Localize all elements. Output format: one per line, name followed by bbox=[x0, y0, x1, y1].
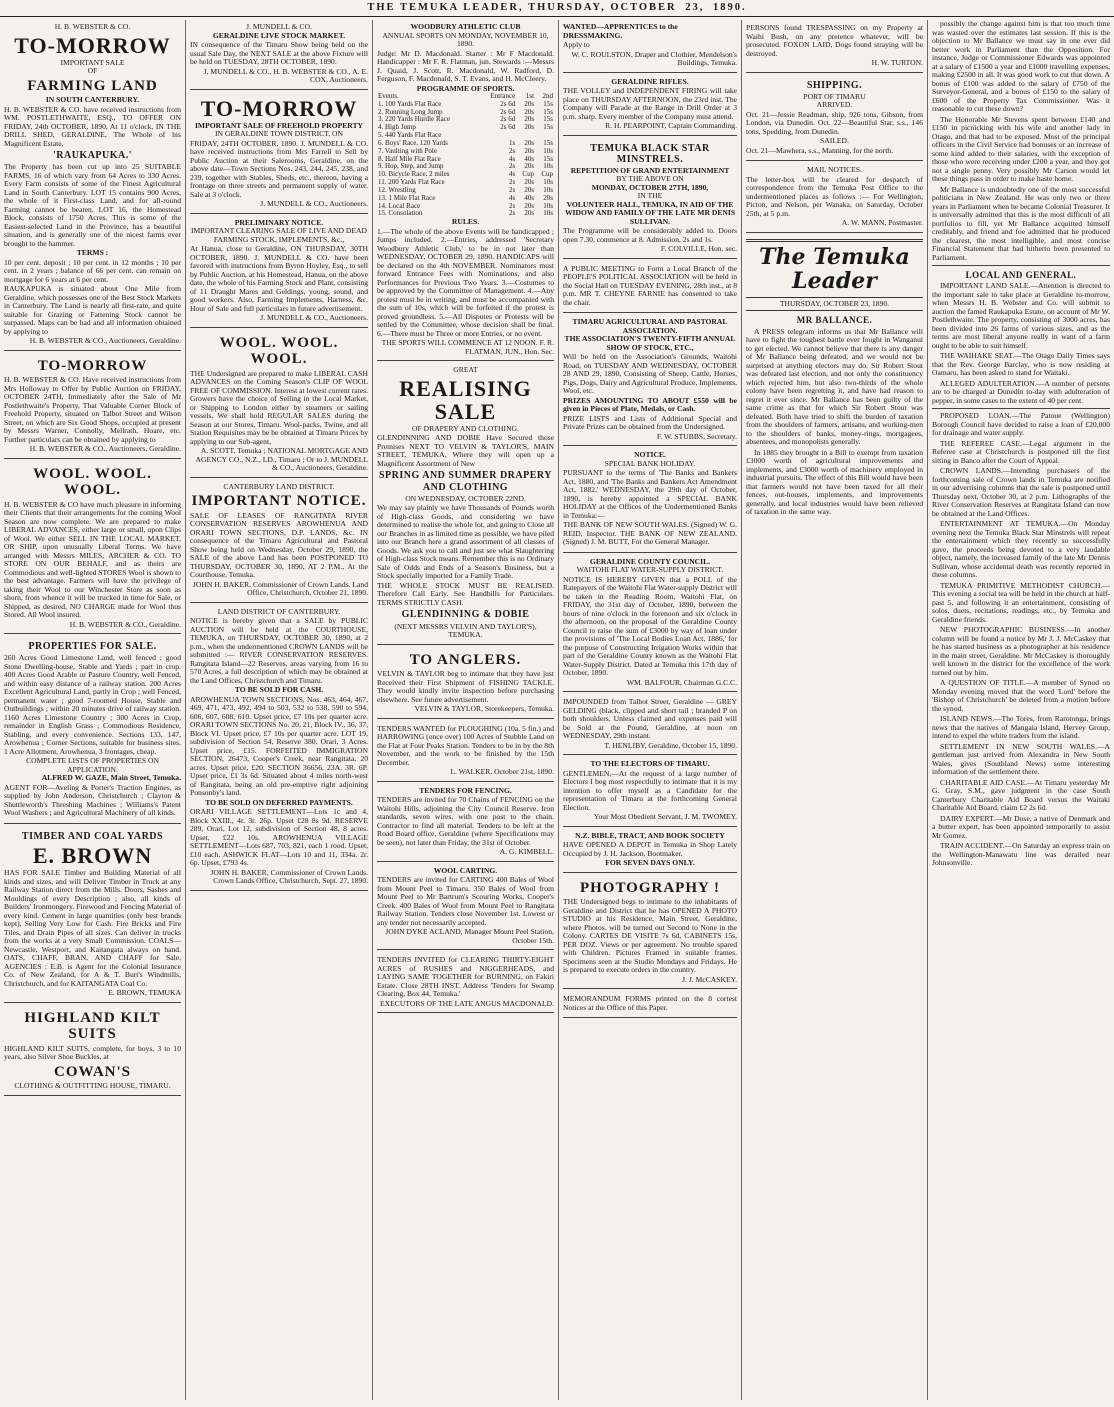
table-cell: 20s bbox=[524, 162, 535, 171]
news-item: THE REFEREE CASE.—Legal argument in the Referee case at Christchurch is postponed till the first sitting in Banco after the Court of Appeal. bbox=[932, 438, 1110, 465]
table-cell: 2s 6d bbox=[500, 107, 516, 116]
ad-signature: L. WALKER. October 21st, 1890. bbox=[450, 767, 554, 776]
mail-notices bbox=[746, 163, 923, 233]
ad-shop-name: GLENDINNING & DOBIE bbox=[401, 609, 530, 621]
ad-note: FOR SEVEN DAYS ONLY. bbox=[605, 858, 695, 868]
ad-timaru-show bbox=[563, 315, 737, 446]
ad-terms-body: 10 per cent. deposit ; 10 per cent. in 12 months ; 10 per cent. in 2 years ; balance of 66 per cent. can remain on mortgage for 6 years at 6 per cent. bbox=[4, 257, 181, 284]
article-paragraph: Mr Ballance is undoubtedly one of the most successful politicians in New Zealand. He was only two or three years in Parliament when he became Colonial Treasurer. It is universally admitted that this is the most difficult of all portfolios to fill, yet Mr Ballance acquitted himself creditably, and friend and foe admitted that he produced the clearest, the most intelligible, and most concise Financial Statement that had hitherto been presented to Parliament. bbox=[932, 184, 1110, 262]
news-item: SETTLEMENT IN NEW SOUTH WALES.—A gentleman just arrived from Alexandra in New South Wales, gives (Southland News) some interesting information of the settlement there. bbox=[932, 741, 1110, 777]
ad-subheadline: REPETITION OF GRAND ENTERTAINMENT bbox=[570, 165, 730, 175]
table-cell: 2s bbox=[508, 209, 516, 218]
article-title: MR BALLANCE. bbox=[796, 315, 873, 326]
ad-body: We may say plainly we have Thousands of Pounds worth of High-class Goods, and considering we have determined to realise the whole lot, and going to Close all our Branches in as limited time as possible, we have piled into our Branch here a grand assortment of all classes of Goods. We ask you to call and just see what Slaughtering of High-class Stock means. Remember this is no Ordinary Sale of Odds and Ends of a Season's Business, but a Stock specially imported for a Family Trade. bbox=[377, 503, 554, 581]
table-cell: 5. 440 Yards Flat Race bbox=[378, 131, 442, 140]
ad-note: COMPLETE LISTS OF PROPERTIES ON APPLICATION. bbox=[26, 756, 159, 774]
ad-headline: WOOL. WOOL. WOOL. bbox=[33, 465, 152, 499]
ad-bible-society bbox=[563, 829, 737, 873]
ad-geraldine-livestock bbox=[190, 20, 368, 90]
ad-signature: F. COLVILLE, Hon. sec. bbox=[660, 244, 737, 254]
ad-in: IN THE bbox=[637, 191, 663, 201]
table-cell: 2s bbox=[508, 201, 516, 210]
news-item: CROWN LANDS.—Intending purchasers of the forthcoming sale of Crown lands in Temuka are notified in our advertising columns that the sale is postponed until Thursday next, October 30, at 2 p.m. Lithographs of the River Conservation Reserves at Rangitata Island can now be obtained at the Land Offices. bbox=[932, 466, 1110, 518]
local-and-general bbox=[932, 270, 1110, 868]
table-cell: 2s bbox=[508, 146, 516, 155]
masthead-year: 1890. bbox=[713, 2, 747, 13]
ad-body: HAVE OPENED A DEPOT in Temuka in Shop Lately Occupied by J. H. Jackson, Bootmaker. bbox=[563, 840, 737, 858]
ad-holloway-sale bbox=[4, 353, 181, 459]
table-cell: 15s bbox=[543, 154, 553, 163]
ad-body: FRIDAY, 24TH OCTOBER, 1890. J. MUNDELL & CO. have received instructions from Mrs Farrell to Sell by Public Auction at their Salerooms, Geraldine, on the above date—Town Sections Nos. 243, 244, 245, 238, and 239, together with Stables, Sheds, etc., thereon, having a frontage on three streets and permanent supply of water. Sale at 3 o'clock. bbox=[190, 138, 368, 199]
ad-subheadline: ANNUAL SPORTS ON MONDAY, NOVEMBER 10, 1890. bbox=[382, 30, 549, 48]
ad-headline: N.Z. BIBLE, TRACT, AND BOOK SOCIETY bbox=[575, 830, 725, 840]
ad-to-anglers bbox=[377, 647, 554, 719]
sports-programme-table bbox=[377, 93, 554, 218]
ad-subheadline: TO BE SOLD ON DEFERRED PAYMENTS. bbox=[205, 797, 353, 807]
table-cell: 20s bbox=[543, 193, 553, 202]
ad-signature: A. G. KIMBELL. bbox=[499, 847, 554, 856]
ad-headline: PHOTOGRAPHY ! bbox=[579, 879, 721, 896]
news-item: PROPOSED LOAN.—The Patoue (Wellington) Borough Council have decided to raise a loan of £20,000 for drainage and water supply. bbox=[932, 411, 1110, 438]
arrived-label: ARRIVED. bbox=[816, 100, 853, 110]
ad-signature: W. C. ROULSTON, Draper and Clothier, Mendelson's Buildings, Temuka. bbox=[571, 49, 737, 67]
ad-headline-notice: IMPORTANT NOTICE. bbox=[191, 493, 367, 510]
ad-woodbury-sports bbox=[377, 20, 554, 361]
section-title: LOCAL AND GENERAL. bbox=[965, 270, 1077, 280]
ad-black-star-minstrels bbox=[563, 138, 737, 259]
table-cell: 10s bbox=[543, 178, 553, 187]
table-cell: 10. Bicycle Race, 2 miles bbox=[378, 170, 450, 179]
ad-geraldine-rifles bbox=[563, 75, 737, 136]
ad-venue: VOLUNTEER HALL, TEMUKA, IN AID OF THE WIDOW AND FAMILY OF THE LATE MR DENIS SULLIVAN. bbox=[564, 199, 736, 226]
ad-body: H. B. WEBSTER & CO have much pleasure in informing their Clients that their arrangements for the coming Wool Season are now complete. We are prepared to make LIBERAL ADVANCES, either large or small, upon Clips of Wool. We either SELL IN THE LOCAL MARKET, OR SHIP, upon unusually Liberal Terms. We have arranged with Messrs MILES, ARCHER & CO. TO STORE ON OUR BEHALF, and as theirs are Commodious and well-lighted STORES Wool is shown to the best advantage. Farmers will have the privilege of taking their Wool to our Winchester Store as soon as shorn, from whence it will be trucked in time for Sale, or Shipped, as desired, NO CHARGE made for Wool thus Stored. All Wool insured. bbox=[4, 499, 181, 620]
ad-headline: GERALDINE RIFLES. bbox=[611, 76, 689, 86]
news-item: ISLAND NEWS.—The Tores, from Rarotonga, brings news that the natives of Mangaia Island, Hervey Group, intend to expel the white traders from the island. bbox=[932, 714, 1110, 741]
ad-headline: TIMBER AND COAL YARDS bbox=[21, 830, 164, 842]
ad-body: THE Undersigned are prepared to make LIBERAL CASH ADVANCES on the Coming Season's CLIP OF WOOL FREE OF COMMISSION. Interest at lowest current rates. Growers have the choice of Selling in the Local Market, or Shipping to London either by steamers or sailing vessels. We shall hold REGULAR SALES during the Season at our Stores, Timaru. Wool-packs, Twine, and all Station Requisites may be be obtained at Timaru Prices by applying to our Sub-agent, bbox=[190, 368, 368, 446]
ad-body: TENDERS WANTED for PLOUGHING (10a. 5 fin.) and HARROWING (once over) 100 Acres of Stubble Land on the Flat at Four Peaks Station. Tenders to be in by the 8th November, and the work to be finished by the 15th December. bbox=[377, 723, 554, 767]
ad-headline: TO-MORROW bbox=[14, 32, 171, 58]
news-item: CHARITABLE AID CASE.—At Timaru yesterday Mr G. Gray, S.M., gave judgment in the case South Canterbury Charitable Aid Board versus the Waitaki Charitable Aid Board, claim £2 2s 6d. bbox=[932, 777, 1110, 813]
news-item: NEW PHOTOGRAPHIC BUSINESS.—In another column will be found a notice by Mr J. J. McCaskey that he has started business as a photographer at his residence in the main street, Geraldine. Mr McCaskey is thoroughly well known in the district for the excellence of the work turned out by him. bbox=[932, 625, 1110, 677]
column-2 bbox=[185, 20, 372, 1400]
mail-body: The letter-box will be cleared for despatch of correspondence from the Temuka Post Office to the undermentioned places as follows :— For Wellington, Picton, and Nelson, per Wanaka, on Saturday, October 25th, at 5 p.m. bbox=[746, 174, 923, 218]
table-cell: 3. 220 Yards Hurdle Race bbox=[378, 115, 450, 124]
ad-signature: A. SCOTT, Temuka ; NATIONAL MORTGAGE AND AGENCY CO., N.Z., LD., Timaru ; Or to J. MUNDELL & CO., Auctioneers, Geraldine. bbox=[195, 446, 368, 473]
ad-body: Judge: Mr D. Macdonald. Starter : Mr F Macdonald. Handicapper : Mr F. R. Flatman, jun. Stewards :—Messrs J. Quaid, J. Scott, R. Macdonald, W. Radford, D. Ferguson, F. Macdonald, S. T. Evans, and H. McCleery. bbox=[377, 48, 554, 83]
ad-clearing-sale bbox=[190, 216, 368, 328]
ad-subheadline: SPECIAL BANK HOLIDAY. bbox=[604, 458, 696, 468]
column-5 bbox=[741, 20, 927, 1400]
ad-headline-spring: SPRING AND SUMMER DRAPERY AND CLOTHING bbox=[379, 470, 552, 493]
table-cell: 11. 200 Yards Flat Race bbox=[378, 178, 445, 187]
ad-subheadline: THE ASSOCIATION'S TWENTY-FIFTH ANNUAL SHOW OF STOCK, ETC., bbox=[564, 334, 736, 352]
table-header: 2nd bbox=[542, 92, 553, 100]
ad-body: H. B. WEBSTER & CO. Have received instructions from Mrs Holloway to Offer by Public Auction on FRIDAY, OCTOBER 24TH, Immediately after the Sale of Mr Postlethwaite's Property, That Valuable Corner Block of Freehold Property, situated on Talbot Street and Wilson Street, on which are Six Good Shops, occupied at present by Messrs Warner, Connolly, Mellrath, Hoare, etc. Further particulars can be obtained by applying to bbox=[4, 375, 181, 444]
ad-headline: CANTERBURY LAND DISTRICT. bbox=[223, 481, 335, 491]
ad-headline: TO-MORROW bbox=[200, 95, 358, 121]
ad-body: VELVIN & TAYLOR beg to intimate that they have just Received their First Shipment of FISHING TACKLE. They would kindly invite inspection before purchasing elsewhere. See future advertisement. bbox=[377, 669, 554, 704]
ad-subheadline: IMPORTANT CLEARING SALE OF LIVE AND DEAD FARMING STOCK, IMPLEMENTS, &c., bbox=[191, 226, 367, 244]
ad-body: RAUKAPUKA is situated about One Mile from Geraldine, which possesses one of the Best Stock Markets in Canterbury. The Land is nearly all first-rate, and quite suitable for Grazing or Fattening Stock cannot be surpassed. Maps can be had and all information obtained by applying to bbox=[4, 284, 181, 336]
ad-subheadline: OF DRAPERY AND CLOTHING. bbox=[412, 423, 519, 433]
ad-body: TENDERS are invited for 70 Chains of FENCING on the Waitohi Hills, adjoining the City Council Reserve. Iron standards, seven wires, with one post to the chain. Contractor to find all material. Tenders to be left at the Road Board office, Geraldine (where Specifications may be seen), not later than Friday, the 31st of October. bbox=[377, 795, 554, 847]
ad-signature: ALFRED W. GAZE, Main Street, Temuka. bbox=[41, 773, 181, 783]
masthead bbox=[0, 0, 1114, 17]
ad-signature: E. BROWN, TEMUKA bbox=[108, 988, 181, 998]
ad-kilt-suits bbox=[4, 1005, 181, 1096]
article-paragraph: The Honorable Mr Stevens spent between £140 and £150 in picnicking with his wife and another lady in Otago, and that had to be exposed. Most of the principal officers in the Civil Service had bonuses or an increase of some kind added to their salaries, with the exception of those who were receiving under £200 a year, and they got not a single penny. Very possibly Mr Carson would let these things pass in order to make haste home. bbox=[932, 114, 1110, 183]
ad-memorandum-forms bbox=[563, 991, 737, 1018]
ad-headline: GERALDINE LIVE STOCK MARKET. bbox=[212, 30, 346, 40]
column-1 bbox=[0, 20, 185, 1400]
ad-body: PRIZE LISTS and Lists of Additional Special and Private Prizes can be obtained from the Undersigned. bbox=[563, 413, 737, 432]
ad-public-meeting bbox=[563, 261, 737, 314]
table-cell: 13. 1 Mile Flat Race bbox=[378, 193, 436, 202]
news-item: A QUESTION OF TITLE.—A member of Synod on Monday evening moved that the word 'Lord' before the 'Bishop of Christchurch' be deleted from a motion before the synod. bbox=[932, 678, 1110, 713]
table-cell: 15s bbox=[543, 138, 553, 147]
ad-rules-title: RULES. bbox=[451, 217, 480, 227]
table-cell: 20s bbox=[524, 115, 535, 124]
table-cell: 20s bbox=[524, 209, 535, 218]
ad-body: IN consequence of the Timaru Show being held on the usual Sale Day, the NEXT SALE at the above Fixture will be held on TUESDAY, 28TH OCTOBER, 1890. bbox=[190, 40, 368, 66]
ad-body: 1.—The whole of the above Events will be handicapped ; Jumps included. 2.—Entries, addressed 'Secretary Woodbury Athletic Club,' to be in not later than WEDNESDAY, OCTOBER 29, 1890. HANDICAPS will be declared on the 4th NOVEMBER. Nominators must forward Entrance Fees with Nominations, and also Performances for Previous Two Years. 3.—Costumes to be approved by the Committee of Management. 4.—Any protest must be in writing, and must be accompanied with the sum of 10s, which will be forfeited if the protest is proved groundless. 5.—All Disputes or Protests will be settled by the Committee, whose decision shall be final. 6.—There must be Three or more Entries, or no event. bbox=[377, 226, 554, 338]
table-cell: 10s bbox=[543, 185, 553, 194]
ad-trespassing bbox=[746, 20, 923, 73]
ad-by: BY THE ABOVE ON bbox=[616, 174, 684, 184]
ad-signature: VELVIN & TAYLOR, Storekeepers, Temuka. bbox=[414, 704, 554, 713]
table-cell: 20s bbox=[524, 146, 535, 155]
ad-subheadline: WAITOHI FLAT WATER-SUPPLY DISTRICT. bbox=[576, 565, 724, 575]
table-cell: 14. Local Race bbox=[378, 201, 421, 210]
table-cell: 2s 6d bbox=[500, 99, 516, 108]
ad-headline: WANTED—APPRENTICES to the DRESSMAKING. bbox=[563, 22, 678, 40]
table-cell: 15s bbox=[543, 123, 553, 132]
ad-timber-coal bbox=[4, 826, 181, 1003]
ad-apprentices bbox=[563, 20, 737, 73]
ad-county-council bbox=[563, 555, 737, 693]
ad-headline: TO ANGLERS. bbox=[409, 651, 522, 668]
ad-body: The Programme will be considerably added to. Doors open 7.30, commence at 8. Admission, 2s and 1s. bbox=[563, 226, 737, 244]
table-cell: 20s bbox=[524, 201, 535, 210]
ad-shop-sub: (NEXT MESSRS VELVIN AND TAYLOR'S), TEMUKA. bbox=[394, 621, 537, 639]
ad-body: NOTICE IS HEREBY GIVEN that a POLL of the Ratepayers of the Waitohi Flat Water-supply District will be taken in the Reading Room, Waitohi Flat, on FRIDAY, the 31st day of October, 1890, between the hours of nine o'clock in the forenoon and six o'clock in the afternoon, on the proposal of the Geraldine County Council to raise the sum of £3000 by way of loan under the provisions of 'The Local Bodies Loan Act, 1886,' for the purpose of Constructing Irrigation Works within that part of the Geraldine County known as the Waitohi Flat Water-Supply District. Dated at Temuka this 17th day of October, 1890. bbox=[563, 574, 737, 678]
section-title: SHIPPING. bbox=[806, 79, 863, 91]
shipping-body: Oct. 21—Mawhera, s.s., Manning, for the north. bbox=[746, 145, 893, 155]
ad-signature: J. MUNDELL & CO., H. B. WEBSTER & CO., A. E. COX, Auctioneers. bbox=[203, 66, 368, 84]
ad-wool-mundell bbox=[190, 330, 368, 478]
ad-headline: WOOL. WOOL. WOOL. bbox=[219, 334, 339, 368]
ad-body: THE BANK OF NEW SOUTH WALES. (Signed) W. G. REID, Inspector. THE BANK OF NEW ZEALAND. (Signed) J. M. BUTT, For the General Manager. bbox=[563, 520, 737, 547]
ad-headline: TEMUKA BLACK STAR MINSTRELS. bbox=[590, 142, 710, 165]
ad-headline: NOTICE. bbox=[634, 450, 666, 460]
ad-freehold-sale bbox=[190, 92, 368, 214]
ad-signature: R. H. PEARPOINT, Captain Commanding. bbox=[605, 121, 737, 130]
ad-body: PURSUANT to the terms of 'The Banks and Bankers Act, 1880, and 'The Banks and Bankers Act Amendment Act, 1882,' WEDNESDAY, the 29th day of October, 1890, is hereby appointed a SPECIAL BANK HOLIDAY at the Offices of the Undermentioned Banks in Temuka:— bbox=[563, 468, 737, 520]
news-item: DAIRY EXPERT.—Mr Dose, a native of Denmark and a butter expert, has been appointed temporarily to assist Mr Gomez. bbox=[932, 813, 1110, 840]
ad-body: HIGHLAND KILT SUITS, complete, for boys, 3 to 10 years, also Silver Shoe Buckles, at bbox=[4, 1043, 181, 1062]
table-cell: 4. High Jump bbox=[378, 123, 416, 132]
ad-body: AGENT FOR—Aveling & Porter's Traction Engines, as supplied by John Anderson, Christchurch ; Clayton & Shuttleworth's Threshing Machines ; Williams's Patent Wool Washers ; and Agricultural Machinery of all kinds. bbox=[4, 782, 181, 818]
ad-place: IN GERALDINE TOWN DISTRICT, ON bbox=[214, 129, 344, 139]
ad-place: IN SOUTH CANTERBURY. bbox=[45, 95, 140, 105]
ad-headline: WOOL CARTING. bbox=[433, 865, 498, 875]
ad-signature: H. W. TURTON. bbox=[871, 58, 923, 67]
ad-body: THE VOLLEY and INDEPENDENT FIRING will take place on THURSDAY AFTERNOON, the 23rd inst. The Company will Parade at the Range in Drill Order at 3 p.m. sharp. Every member of the Company must attend. bbox=[563, 86, 737, 121]
table-cell: 20s bbox=[524, 185, 535, 194]
table-cell: 8. Half Mile Flat Race bbox=[378, 154, 441, 163]
ad-fencing-tenders bbox=[377, 784, 554, 862]
table-cell: 15. Consolation bbox=[378, 209, 423, 218]
table-cell: 2s bbox=[508, 162, 516, 171]
ad-headline-farming: FARMING LAND bbox=[27, 77, 158, 94]
ad-headline: TIMARU AGRICULTURAL AND PASTORAL ASSOCIATION. bbox=[572, 317, 728, 335]
mail-signature: A. W. MANN, Postmaster. bbox=[841, 218, 923, 228]
sailed-label: SAILED. bbox=[820, 136, 849, 146]
column-4 bbox=[558, 20, 741, 1400]
ad-signature: H. B. WEBSTER & CO., Auctioneers, Geraldine. bbox=[29, 336, 181, 346]
ad-body: H. B. WEBSTER & CO. have received instructions from WM. POSTLETHWAITE, ESQ., TO OFFER ON FRIDAY, 24th OCTOBER, 1890, At 11 o'clock, IN THE DRILL SHED, GERALDINE, The Whole of his Magnificent Estate, bbox=[4, 104, 181, 148]
article-paragraph: In 1885 they brought in a Bill to exempt from taxation £3000 worth of agricultural improvements and implements, and £3000 worth of machinery employed in industrial pursuits. The effect of this Bill would have been that farmers would not have been taxed for all their fences, out-houses, implements, and improvements generally, and local industries would have been relieved of taxation in the same way. bbox=[746, 447, 923, 517]
table-cell: 15s bbox=[543, 99, 553, 108]
ad-great: GREAT bbox=[453, 365, 478, 375]
table-header: Events. bbox=[378, 92, 399, 100]
table-cell: 40s bbox=[524, 154, 535, 163]
ad-headline: REALISING SALE bbox=[399, 375, 532, 424]
table-cell: 4s bbox=[508, 170, 516, 179]
ad-headline: WOODBURY ATHLETIC CLUB bbox=[410, 22, 521, 31]
ad-land-district bbox=[190, 605, 368, 891]
ad-body: Will be held on the Association's Grounds, Waitohi Road, on TUESDAY AND WEDNESDAY, OCTOBER 28 AND 29, 1890, Consisting of Sheep, Cattle, Horses, Pigs, Dogs, Dairy and Agricultural Produce, Implements, Wool, etc. bbox=[563, 352, 737, 396]
table-cell: 10s bbox=[543, 209, 553, 218]
ad-estate-name: 'RAUKAPUKA.' bbox=[52, 150, 133, 162]
ad-headline: PROPERTIES FOR SALE. bbox=[28, 641, 157, 653]
ad-signature: Your Most Obedient Servant, J. M. TWOMEY. bbox=[593, 812, 737, 822]
ad-signature: J. MUNDELL & CO., Auctioneers. bbox=[260, 199, 368, 209]
ad-headline: TO THE ELECTORS OF TIMARU. bbox=[590, 759, 710, 769]
news-item: TRAIN ACCIDENT.—On Saturday an express train on the Wellington-Manawatu line was derailed near Johnsonville. bbox=[932, 841, 1110, 868]
table-cell: 40s bbox=[524, 193, 535, 202]
table-cell: 20s bbox=[524, 138, 535, 147]
ad-body: GLENDINNING AND DOBIE Have Secured those Premises NEXT TO VELVIN & TAYLOR'S, MAIN STREET, TEMUKA, Where they will open up a Magnificent Assortment of New bbox=[377, 433, 554, 468]
ad-signature: JOHN H. BAKER, Commissioner of Crown Lands. Crown Lands Office, Christchurch, Sept. 27, 1890. bbox=[210, 867, 368, 886]
table-header: 1st bbox=[525, 92, 535, 100]
table-cell: 4s bbox=[508, 154, 516, 163]
ad-body: At Hanua, close to Geraldine, ON THURSDAY, 30TH OCTOBER, 1890. J. MUNDELL & CO. have been favored with instructions from Byron Hoyley, Esq., to sell by Public Auction, at his Homestead, Hanua, on the above date, the whole of his Farming Stock and Plant, consisting of 11 Draught Mares and Geldings, young, sound, and good workers. Also, Farming Implements, Harness, &c. Hour of Sale and full particulars in future advertisement. bbox=[190, 244, 368, 313]
ad-signature: H. B. WEBSTER & CO., Auctioneers, Geraldine. bbox=[29, 444, 181, 454]
ad-body: SALE OF LEASES OF RANGITATA RIVER CONSERVATION RESERVES AROWHENUA AND ORARI TOWN SECTIONS, D.P. LANDS, &c. IN consequence of the Timaru Agricultural and Pastoral Show being held on Wednesday, October 29, 1890, the SALE of the above Land has been POSTPONED TO THURSDAY, OCTOBER 30, 1890, AT 2 P.M., At the Courthouse, Temuka. bbox=[190, 510, 368, 580]
ad-signature: T. HENLIBY, Geraldine, October 15, 1890. bbox=[604, 740, 737, 750]
ad-electors bbox=[563, 757, 737, 827]
ad-body: MEMORANDUM FORMS printed on the 8 cortest Notices at the Office of this Paper. bbox=[563, 994, 737, 1012]
ad-rush-clearing bbox=[377, 952, 554, 1013]
ad-headline: TENDERS FOR FENCING. bbox=[419, 785, 512, 795]
ad-terms-title: TERMS : bbox=[76, 248, 109, 258]
ad-signature: JOHN H. BAKER, Commissioner of Crown Lands. Land Office, Christchurch, October 21, 1890. bbox=[192, 579, 368, 598]
ad-wool-carting bbox=[377, 864, 554, 951]
ad-subheadline: IMPORTANT SALE bbox=[60, 57, 125, 67]
masthead-paper: THE TEMUKA LEADER, THURSDAY, OCTOBER bbox=[367, 2, 677, 13]
ad-signature: J. MUNDELL & CO., Auctioneers. bbox=[260, 313, 368, 323]
ad-headline: HIGHLAND KILT SUITS bbox=[24, 1009, 161, 1043]
news-item: THE WAIHAKE SEAT.—The Otago Daily Times says that the Rev. George Barclay, who is now residing at Oamaru, has been asked to stand for Waitaki. bbox=[932, 351, 1110, 378]
masthead-day: 23, bbox=[685, 2, 705, 13]
table-cell: 10s bbox=[543, 162, 553, 171]
ad-signature: JOHN DYKE ACLAND, Manager Mount Peel Station, October 15th. bbox=[385, 927, 554, 945]
ad-headline: GERALDINE COUNTY COUNCIL. bbox=[589, 556, 711, 566]
ad-ploughing-tenders bbox=[377, 721, 554, 782]
ad-raukapuka-sale bbox=[4, 20, 181, 351]
table-cell: 7. Vaulting with Pole bbox=[378, 146, 437, 155]
ad-body: TENDERS are invited for CARTING 400 Bales of Wool from Mount Peel to Timaru. 350 Bales of Wool from Mount Peel to Mr Bartrum's Scouring Works, Cooper's Creek. 400 Bales of Wool from Mount Peel to Rangitata Railway Station. Tenders close November 1st. Lowest or any tender not necessarily accepted. bbox=[377, 875, 554, 927]
ad-firm: J. MUNDELL & CO. bbox=[246, 22, 312, 31]
table-cell: 20s bbox=[524, 178, 535, 187]
ad-wool-webster bbox=[4, 461, 181, 635]
shipping-body: Oct. 21—Jessie Readman, ship, 926 tons, Gibson, from London, via Dunedin. Oct. 22—Beautiful Star, s.s., 146 tons, Spedding, from Dunedin. bbox=[746, 109, 923, 136]
ad-body: ORARI VILLAGE SETTLEMENT—Lots 1c and 4, Block XXIII., 4r. 3r. 26p. Upset £28 8s 9d. RESERVE 289, Orari, Lot 12, subdivision of Section 48, 8 acres. Upset, £22 10s. AROWHENUA VILLAGE SETTLEMENT—Lots 687, 703, 821, each 1 rood. Upset, £10 each. ASHWICK FLAT—Lots 10 and 11, 334a. 2r. 6p. Upset, £793 4s. bbox=[190, 807, 368, 868]
ad-body: HAS FOR SALE Timber and Building Material of all kinds and sizes, and will Deliver Timber in Truck at any Railway Station direct from the Mills. Doors, Sashes and Mouldings of every Description ; also, all kinds of Builders' Ironmongery. Firewood and Fencing Material of every kind. Cement in large quantities (only best brands kept), Selling Very Low for Cash. Fire Bricks and Fire Tiles, and Drain Pipes of all sizes. Can deliver in trucks from the works at a very Small Commission. COALS—Newcastle, Westport, and Kaitangata always on hand. OATS, CHAFF, BRAN, AND CHAFF for Sale. AGENCIES : E.B. is Agent for the Colonial Insurance Co. of New Zealand, for A & T. Burt's Windmills, Christchurch, and for KAITANGATA Coal Co. bbox=[4, 868, 181, 988]
editorial-article bbox=[746, 315, 923, 516]
section-title: MAIL NOTICES. bbox=[807, 165, 862, 175]
table-cell: 1. 100 Yards Flat Race bbox=[378, 99, 442, 108]
table-cell: 20s bbox=[524, 107, 535, 116]
ad-important-notice bbox=[190, 480, 368, 603]
table-cell: Cup bbox=[522, 170, 535, 179]
ad-headline: LAND DISTRICT OF CANTERBURY. bbox=[217, 606, 341, 616]
news-item: TEMUKA PRIMITIVE METHODIST CHURCH.—This evening a social tea will be held in the church at half-past 5, and following it an entertainment, consisting of solos, duets, recitations, readings, etc., by Temuka and Geraldine friends. bbox=[932, 580, 1110, 624]
table-cell: 15s bbox=[543, 115, 553, 124]
ad-subheadline: IMPORTANT SALE OF FREEHOLD PROPERTY bbox=[194, 120, 364, 130]
table-cell: 2s bbox=[508, 185, 516, 194]
ad-body: The Property has been cut up into 25 SUITABLE FARMS, 16 of which vary from 64 Acres to 330 Acres. Every Farm consists of some of the Finest Agricultural Land in South Canterbury. LOT 15 contains 900 Acres, the whole of it First-class Land, and for all-round Farming cannot be beaten. LOT 16, the Homestead Block, consists of 1750 Acres. This is some of the Easiest-selected Land in the Province, has a beautiful situation, and is generally one of the nicest farms ever brought to the hammer. bbox=[4, 162, 181, 248]
ad-body: A PUBLIC MEETING to Form a Local Branch of the PEOPLE'S POLITICAL ASSOCIATION will be held in the Social Hall on TUESDAY EVENING, 28th inst., at 8 p.m. MR T. CHEYNE FARNIE has consented to take the chair. bbox=[563, 263, 737, 307]
table-cell: 10s bbox=[543, 201, 553, 210]
ad-signature: THE SPORTS WILL COMMENCE AT 12 NOON. F. R. FLATMAN, JUN., Hon. Sec. bbox=[381, 338, 554, 356]
ad-signature: F. W. STUBBS, Secretary. bbox=[656, 431, 737, 441]
ad-body: THE Undersigned begs to intimate to the inhabitants of Geraldine and District that he has OPENED A PHOTO STUDIO at his Residence, Main Street, Geraldine, where Photos. will be turned out Second to None in the Colony. CARTES DE VISITE 7s 6d, CABINETS 15s, PER DOZ. Views or per agreement. No trouble spared with Children. Pictures Framed in suitable frames. Specimens seen at the Studio Mondays and Fridays. He is prepared to execute orders in the country. bbox=[563, 897, 737, 975]
table-cell: 12. Wrestling bbox=[378, 185, 416, 194]
ad-body: GENTLEMEN,—At the request of a large number of Electors I beg most respectfully to intimate that it is my intention to offer myself as a Candidate for the representation of Timaru at the forthcoming General Election. bbox=[563, 768, 737, 812]
news-item: IMPORTANT LAND SALE.—Attention is directed to the important sale to take place at Geraldine to-morrow, when Messrs H. B. Webster and Co. will submit to auction the famed Raukapuka Estate, on account of Mr W. Postlethwaite. The property, consisting of 3000 acres, has been divided into 26 farms of various sizes, and as the terms are most liberal anyone really in want of a farm ought to be able to suit himself. bbox=[932, 281, 1110, 350]
ad-properties-for-sale bbox=[4, 636, 181, 824]
column-3 bbox=[372, 20, 558, 1400]
ad-shop-sub: CLOTHING & OUTFITTING HOUSE, TIMARU. bbox=[14, 1081, 171, 1091]
table-cell: 10s bbox=[543, 146, 553, 155]
table-cell: 2s 6d bbox=[500, 115, 516, 124]
table-cell: Cup bbox=[541, 170, 553, 179]
table-cell: 2. Running Long Jump bbox=[378, 107, 443, 116]
news-item: ALLEGED ADULTERATION.—A number of persons are to be charged at Dunedin to-day with adulteration of pepper, in some cases to the extent of 40 per cent. bbox=[932, 378, 1110, 405]
article-paragraph: possibly the change against him is that too much time was wasted over the estimates last session. If this is the objection to Mr Ballance we must say in one ever did better work in Parliament than the Opposition. For instance, Judge or Commissioner Edwards was appointed at a salary of £1500 a year and £1000 travelling expenses, making £2500 in all. It was good work to cut that down. A bonus of £100 was added to the salary of £750 of the Surveyor-General, and a bonus of £150 to the salary of £600 of the Property Tax Commissioner. Was it reasonable to cut these down? bbox=[932, 20, 1110, 113]
ad-signature: J. J. McCASKEY. bbox=[682, 974, 737, 984]
ad-signature: WM. BALFOUR, Chairman G.C.C. bbox=[626, 677, 737, 687]
ad-programme-title: PROGRAMME OF SPORTS. bbox=[416, 83, 515, 93]
ad-body: THE WHOLE STOCK MUST BE REALISED. Therefore Call Early. See Handbills for Particulars. TERMS STRICTLY CASH. bbox=[377, 580, 554, 607]
table-cell: 2s bbox=[508, 178, 516, 187]
ad-firm: H. B. WEBSTER & CO. bbox=[54, 22, 131, 31]
ad-body: PERSONS found TRESPASSING on my Property at Waihi Bush, on any pretence whatever, will be prosecuted. FOXON LAID, Dogs found straying will be destroyed. bbox=[746, 23, 923, 58]
ad-signature: H. B. WEBSTER & CO., Geraldine. bbox=[69, 619, 181, 629]
ad-bank-holiday bbox=[563, 448, 737, 553]
ad-signature: EXECUTORS OF THE LATE ANGUS MACDONALD. bbox=[380, 998, 554, 1008]
news-item: ENTERTAINMENT AT TEMUKA.—On Monday evening next the Temuka Black Star Minstrels will repeat the entertainment which they recently so successfully gave, the proceeds being devoted to a very laudable object, namely, the increased family of the late Mr Dennis Sullivan, whose accidental death was recently reported in these columns. bbox=[932, 519, 1110, 580]
article-paragraph: A PRESS telegram informs us that Mr Ballance will have to fight the toughest battle ever fought in Wanganui to get elected. We cannot believe that there is any danger of Mr Ballance being defeated, and we would not be surprised at anything electors may do. Sir Robert Stout was defeated last election, and not only the constituency which rejected him, but also two-thirds of the whole colony have been regretting it, and have had reason to regret it ever since. Mr Ballance has been guilty of the same crime as that for which Sir Robert Stout was defeated. Both have tried to shift the burden of taxation from the shoulders of farmers, artisans, and working-men to the shoulders of banks, money-rings, mortgagees, absentees, and monopolists generally. bbox=[746, 326, 923, 447]
ad-headline-brown: E. BROWN bbox=[32, 843, 153, 869]
table-cell: 20s bbox=[524, 99, 535, 108]
table-cell: 2s 6d bbox=[500, 123, 516, 132]
ad-body: 260 Acres Good Limestone Land, well fenced ; good Stone Dwelling-house, Stable and Yards ; part in crop. 400 Acres Good Arable or Pasture Country, well Fenced, and within easy distance of a railway station. 200 Acres Excellent Agricultural Land, partly in Crop ; well Fenced, permanent water ; good 7-roomed House, Stable and Outbuildings ; within 20 minutes drive of railway station. 1160 Acres Limestone Country ; 300 Acres in Crop, remainder in English Grass ; Commodious Residence, Stabling, and every convenience. Sections 133, 147, Arowhenua ; Corner Sections, suitable for business sites. 1 Acre Allotment, Arowhenua, 3 frontages, cheap. bbox=[4, 653, 181, 756]
ad-date: MONDAY, OCTOBER 27TH, 1890, bbox=[591, 182, 709, 192]
table-cell: 20s bbox=[524, 123, 535, 132]
ad-headline: PRELIMINARY NOTICE. bbox=[234, 217, 324, 227]
ad-body: IMPOUNDED from Talbot Street, Geraldine — GREY GELDING (black, clipped and short tail ; branded P on both shoulders. Unless claimed and expenses paid will be Sold at the Pound, Geraldine, at noon on WEDNESDAY, 29th instant. bbox=[563, 697, 737, 741]
table-cell: 1s bbox=[508, 138, 516, 147]
table-cell: 6. Boys' Race, 120 Yards bbox=[378, 138, 448, 147]
ad-realising-sale bbox=[377, 363, 554, 644]
ad-prizes: PRIZES AMOUNTING TO ABOUT £550 will be given in Pieces of Plate, Medals, or Cash. bbox=[563, 395, 737, 414]
shipping-news bbox=[746, 75, 923, 162]
ad-of: OF bbox=[87, 66, 98, 76]
ad-shop-name: COWAN'S bbox=[53, 1063, 131, 1080]
ad-body: AROWHENUA TOWN SECTIONS, Nos. 463, 464, 467, 469, 471, 473, 492, 494 to 503, 532 to 538, 590 to 594, 606, 607, 608, 610. Upset price, £7 10s per quarter acre. ORARI TOWN SECTIONS No. 20, 21, Block IV., 36, 37, Block VI. Upset price, £7 10s per quarter acre. LOT 19, subdivision of Section 54, Reserve 380, Orari, 3 Acres. Upset price, £15. FORFEITED IMMIGRATION SECTION, 26473, Cooper's Creek, near Rangitata, 20 acres. Upset price, £20. SECTION 36656, 23A. 3R. 6P. Upset price, £1 3s 6d. Situated about 4 miles north-west of Rangitata, being an old pre-emptive right adjoining Ponsonby's land. bbox=[190, 694, 368, 798]
ad-date: ON WEDNESDAY, OCTOBER 22ND. bbox=[405, 493, 526, 503]
table-header: Entrance bbox=[490, 92, 516, 100]
editorial-continued bbox=[932, 20, 1110, 262]
section-subtitle: PORT OF TIMARU bbox=[803, 91, 866, 101]
ad-photography bbox=[563, 875, 737, 990]
ad-headline: TO-MORROW bbox=[37, 357, 148, 374]
table-cell: 9. Hop, Step, and Jump bbox=[378, 162, 444, 171]
editorial-date: THURSDAY, OCTOBER 23, 1890. bbox=[746, 300, 923, 312]
table-cell: 4s bbox=[508, 193, 516, 202]
table-cell: 15s bbox=[543, 107, 553, 116]
ad-subheadline: TO BE SOLD FOR CASH. bbox=[234, 685, 324, 695]
ad-body: NOTICE is hereby given that a SALE by PUBLIC AUCTION will be held at the COURTHOUSE, TEMUKA, on THURSDAY, OCTOBER 30, 1890, at 2 p.m., when the undermentioned CROWN LANDS will be submitted :— RIVER CONSERVATION RESERVES. Rangitata Island—22 Reserves, areas varying from 16 to 570 Acres, a full description of which may be obtained at the Land Offices, Christchurch and Timaru. bbox=[190, 616, 368, 685]
ad-body: Apply to bbox=[563, 40, 590, 49]
ad-body: TENDERS INVITED for CLEARING THIRTY-EIGHT ACRES of RUSHES and NIGGERHEADS, and LAYING SAME TOGETHER for BURNING, on Fakiri Estate. Close 28TH INST. Address 'Tenders for Swamp Clearing, Box 44, Temuka.' bbox=[377, 955, 554, 998]
paper-nameplate: The Temuka Leader bbox=[746, 239, 923, 298]
column-6 bbox=[927, 20, 1114, 1400]
ad-impounded bbox=[563, 694, 737, 755]
